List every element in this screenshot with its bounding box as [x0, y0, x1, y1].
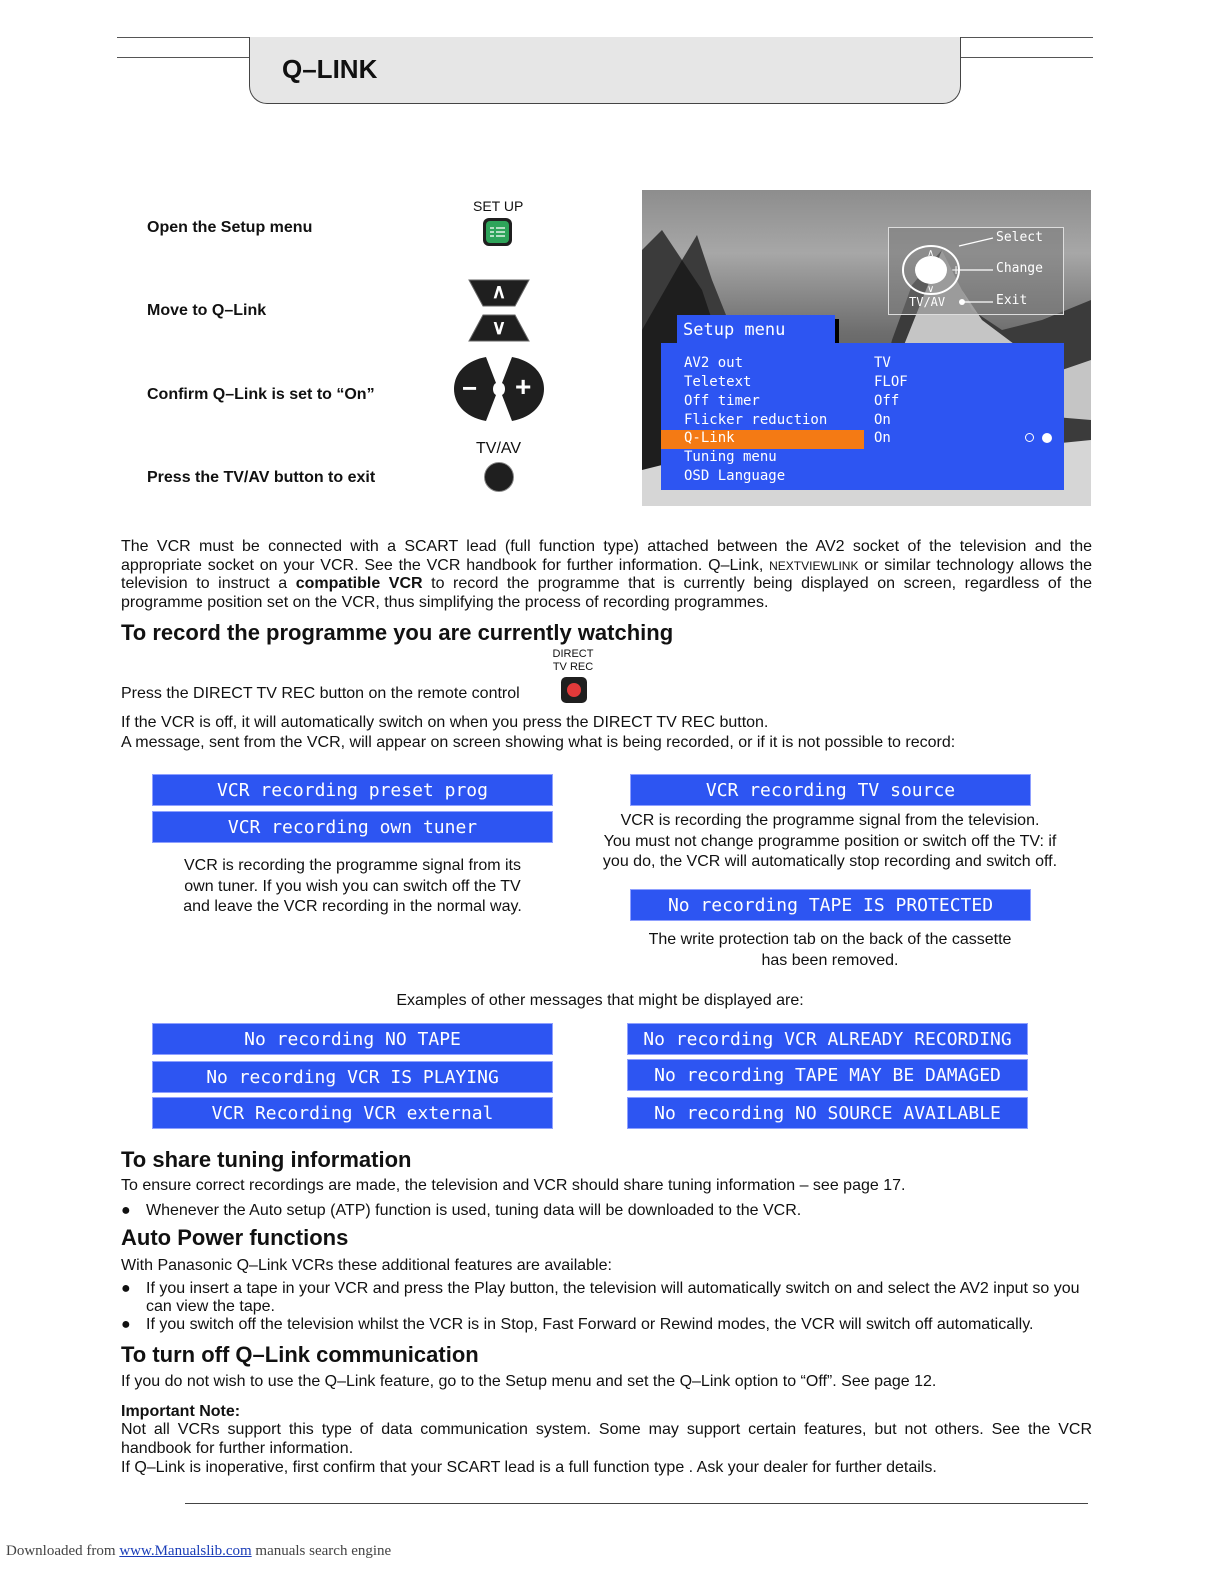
message-intro-text: A message, sent from the VCR, will appear on screen showing what is being recorded, or if it is not possible to record:	[121, 734, 956, 751]
tuning-heading: To share tuning information	[121, 1147, 412, 1172]
own-tuner-caption: VCR is recording the programme signal from its own tuner. If you wish you can switch off the TV and leave the VCR recording in the normal way.	[183, 857, 522, 915]
menu-list-icon	[486, 221, 509, 243]
header-rule-mid-right	[961, 57, 1093, 58]
step-open-setup: Open the Setup menu	[147, 219, 313, 236]
note-line-1: Not all VCRs support this type of data communication system. Some may support certain features, but not others. See the VCR handbook for further information.	[121, 1421, 1092, 1457]
note-line-2: If Q–Link is inoperative, first confirm that your SCART lead is a full function type . Ask your dealer for further details.	[121, 1459, 937, 1476]
msg-no-source: No recording NO SOURCE AVAILABLE	[627, 1097, 1028, 1129]
menu-item-off-timer[interactable]: Off timer Off	[684, 393, 900, 409]
header-rule-right	[961, 37, 1093, 38]
step-confirm-on: Confirm Q–Link is set to “On”	[147, 386, 375, 403]
plus-icon: +	[515, 371, 532, 402]
minus-button[interactable]	[452, 355, 498, 423]
msg-tape-protected: No recording TAPE IS PROTECTED	[630, 889, 1031, 921]
menu-item-osd-language[interactable]: OSD Language	[684, 468, 786, 484]
menu-item-teletext[interactable]: Teletext FLOF	[684, 374, 908, 390]
tv-source-caption: VCR is recording the programme signal from the television. You must not change programme position or switch off the TV: if you do, the VCR will automatically stop recording and switch off.	[602, 812, 1058, 870]
legend-tvav: TV/AV	[909, 295, 946, 309]
header-rule-mid-left	[117, 57, 249, 58]
protected-caption: The write protection tab on the back of the cassette has been removed.	[648, 931, 1012, 969]
plus-button[interactable]	[500, 355, 546, 423]
tv-screen-illustration	[642, 190, 1091, 506]
cursor-down-button[interactable]	[465, 312, 533, 345]
chevron-down-icon: ∨	[491, 317, 507, 339]
record-dot-icon	[567, 683, 581, 697]
manualslib-link[interactable]: www.Manualslib.com	[119, 1543, 252, 1559]
turn-off-text: If you do not wish to use the Q–Link feature, go to the Setup menu and set the Q–Link option to “Off”. See page 12.	[121, 1373, 937, 1390]
minus-icon: −	[462, 373, 478, 403]
turn-off-heading: To turn off Q–Link communication	[121, 1342, 479, 1367]
bullet-icon: ●	[121, 1202, 131, 1219]
legend-change: Change	[996, 261, 1043, 276]
msg-preset-prog: VCR recording preset prog	[152, 774, 553, 806]
svg-text:∧: ∧	[927, 248, 935, 259]
intro-paragraph: The VCR must be connected with a SCART lead (full function type) attached between the AV2 socket of the television and the appropriate socket on your VCR. See the VCR handbook for further information. Q–Link, NEXTVIEWLINK or similar technology allows the television to instruct a compatible VCR to record the programme that is currently being displayed on screen, regardless of the programme position set on the VCR, thus simplifying the process of recording programmes.	[121, 538, 1093, 611]
setup-menu-title: Setup menu	[677, 315, 835, 345]
footer-rule	[185, 1503, 1088, 1504]
msg-tape-damaged: No recording TAPE MAY BE DAMAGED	[627, 1059, 1028, 1091]
tvav-label: TV/AV	[476, 440, 522, 457]
chevron-up-icon: ∧	[491, 281, 507, 303]
tvav-button[interactable]	[484, 462, 514, 492]
vcr-off-text: If the VCR is off, it will automatically switch on when you press the DIRECT TV REC button.	[121, 714, 769, 731]
bullet-icon: ●	[121, 1316, 131, 1333]
header-rule-left	[117, 37, 249, 38]
bullet-icon: ●	[121, 1280, 131, 1297]
msg-no-tape: No recording NO TAPE	[152, 1023, 553, 1055]
page-title: Q–LINK	[282, 54, 378, 84]
setup-label: SET UP	[473, 198, 524, 214]
option-indicator-active-icon	[1042, 433, 1052, 443]
menu-item-flicker-reduction[interactable]: Flicker reduction On	[684, 412, 891, 428]
setup-menu-panel	[661, 343, 1064, 490]
download-footer: Downloaded from www.Manualslib.com manuals search engine	[6, 1543, 392, 1559]
msg-vcr-external: VCR Recording VCR external	[152, 1097, 553, 1129]
svg-text:∨: ∨	[927, 284, 935, 295]
menu-item-tuning-menu[interactable]: Tuning menu	[684, 449, 777, 465]
legend-exit: Exit	[996, 293, 1028, 308]
step-press-tvav: Press the TV/AV button to exit	[147, 469, 376, 486]
menu-item-av2-out[interactable]: AV2 out TV	[684, 355, 891, 371]
direct-tv-rec-label: DIRECT TV REC	[552, 648, 594, 673]
step-move-qlink: Move to Q–Link	[147, 302, 267, 319]
tuning-text: To ensure correct recordings are made, the television and VCR should share tuning information – see page 17.	[121, 1177, 906, 1194]
record-heading: To record the programme you are currently watching	[121, 620, 674, 645]
direct-tv-rec-button[interactable]	[561, 677, 587, 703]
option-indicator-icon	[1025, 433, 1034, 442]
msg-own-tuner: VCR recording own tuner	[152, 811, 553, 843]
msg-tv-source: VCR recording TV source	[630, 774, 1031, 806]
cursor-up-button[interactable]	[465, 276, 533, 309]
setup-button[interactable]	[483, 218, 512, 246]
note-title: Important Note:	[121, 1403, 241, 1420]
legend-select: Select	[996, 230, 1043, 245]
svg-text:+: +	[951, 263, 962, 277]
press-direct-text: Press the DIRECT TV REC button on the remote control	[121, 685, 520, 702]
examples-intro: Examples of other messages that might be displayed are:	[396, 992, 804, 1009]
msg-already-recording: No recording VCR ALREADY RECORDING	[627, 1023, 1028, 1055]
msg-vcr-playing: No recording VCR IS PLAYING	[152, 1061, 553, 1093]
auto-power-heading: Auto Power functions	[121, 1225, 349, 1250]
remote-legend	[888, 227, 1064, 315]
auto-power-intro: With Panasonic Q–Link VCRs these additional features are available:	[121, 1257, 612, 1274]
menu-item-qlink[interactable]: Q-Link On	[661, 429, 1064, 448]
